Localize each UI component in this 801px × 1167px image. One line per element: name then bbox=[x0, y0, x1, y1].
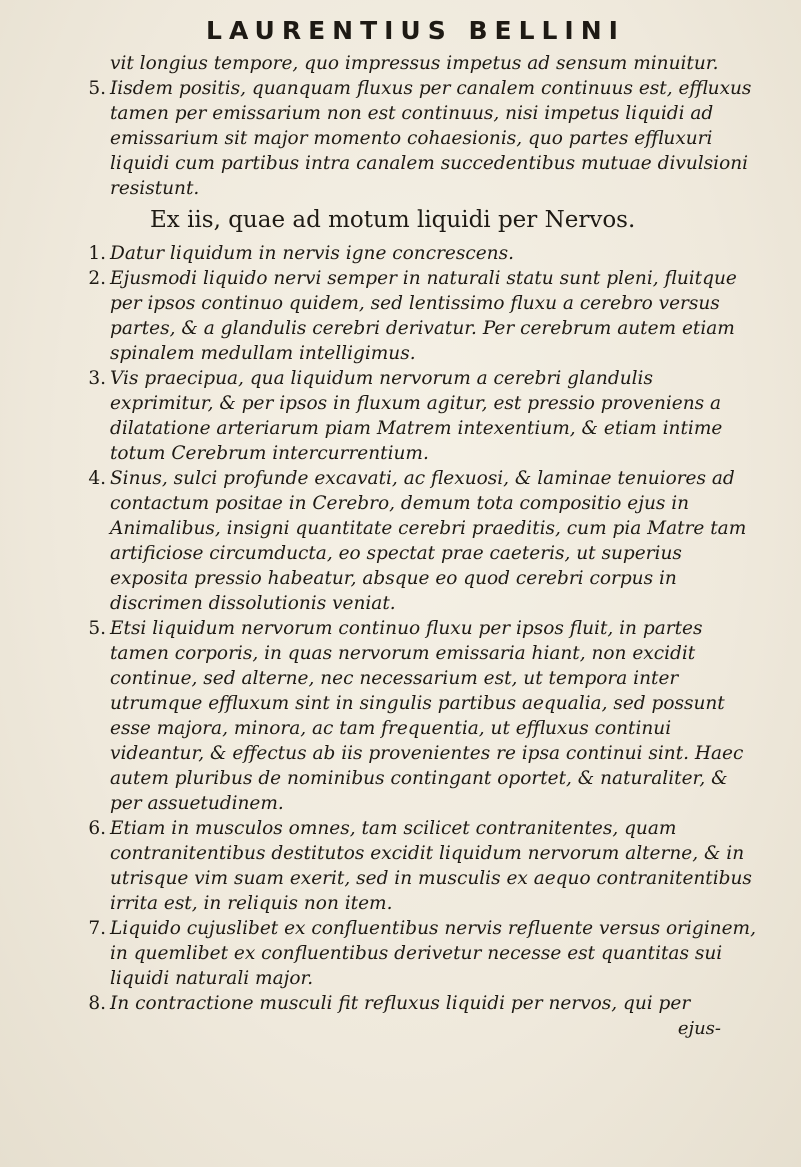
paragraph-text: In contractione musculi fit refluxus liquidi per nervos, qui per bbox=[110, 993, 691, 1014]
paragraph-text: Iisdem positis, quanquam fluxus per canalem continuus est, effluxus tamen per emissarium non est continuus, nisi impetus liquidi ad emissarium sit major momento cohaesionis, quo partes effluxuri liquidi cum partibus intra canalem succedentibus mutuae divulsioni resistunt. bbox=[110, 78, 752, 199]
paragraph-text: Ejusmodi liquido nervi semper in naturali statu sunt pleni, fluitque per ipsos continuo quidem, sed lentissimo fluxu a cerebro versus partes, & a glandulis cerebri derivatur. Per cerebrum autem etiam spinalem medullam intelligimus. bbox=[110, 268, 737, 364]
paragraph-number: 6. bbox=[88, 818, 106, 839]
paragraph-number: 1. bbox=[88, 243, 106, 264]
paragraph-number: 3. bbox=[88, 368, 106, 389]
paragraph-text: Liquido cujuslibet ex confluentibus nervis refluente versus originem, in quemlibet ex confluentibus derivetur necesse est quantitas sui liquidi naturali major. bbox=[110, 918, 756, 989]
paragraph-number: 2. bbox=[88, 268, 106, 289]
paragraph-number: 4. bbox=[88, 468, 106, 489]
paragraph-text: Datur liquidum in nervis igne concrescens. bbox=[110, 243, 514, 264]
paragraph-text: Etsi liquidum nervorum continuo fluxu per ipsos fluit, in partes tamen corporis, in quas nervorum emissaria hiant, non excidit continue, sed alterne, nec necessarium est, ut tempora inter utrumque effluxum sint in singulis partibus aequalia, sed possunt esse majora, minora, ac tam frequentia, ut effluxus continui videantur, & effectus ab iis provenientes re ipsa continui sint. Haec autem pluribus de nominibus contingant oportet, & naturaliter, & per assuetudinem. bbox=[110, 618, 744, 814]
paragraph-number: 5. bbox=[88, 618, 106, 639]
catchword: ejus- bbox=[677, 1018, 721, 1039]
paragraph-number: 8. bbox=[88, 993, 106, 1014]
paragraph-6 bbox=[88, 816, 761, 916]
section-heading: Ex iis, quae ad motum liquidi per Nervos. bbox=[150, 207, 636, 233]
paragraph-8 bbox=[88, 991, 761, 1016]
paragraph-3 bbox=[88, 366, 761, 466]
text-block bbox=[88, 51, 761, 1041]
running-head: LAURENTIUS BELLINI bbox=[206, 16, 625, 45]
paragraph-7 bbox=[88, 916, 761, 991]
paragraph-1 bbox=[88, 241, 761, 266]
paragraph-text: Vis praecipua, qua liquidum nervorum a cerebri glandulis exprimitur, & per ipsos in fluxum agitur, est pressio proveniens a dilatatione arteriarum piam Matrem intexentium, & etiam intime totum Cerebrum intercurrentium. bbox=[110, 368, 723, 464]
paragraph-2 bbox=[88, 266, 761, 366]
paragraph-text: Sinus, sulci profunde excavati, ac flexuosi, & laminae tenuiores ad contactum positae in Cerebro, demum tota compositio ejus in Animalibus, insigni quantitate cerebri praeditis, cum pia Matre tam artificiose circumducta, eo spectat prae caeteris, ut superius exposita pressio habeatur, absque eo quod cerebri corpus in discrimen dissolutionis veniat. bbox=[110, 468, 747, 614]
paragraph-number: 7. bbox=[88, 918, 106, 939]
paragraph-number: 5. bbox=[88, 78, 106, 99]
paragraph-5-top bbox=[88, 76, 761, 201]
paragraph-4 bbox=[88, 466, 761, 616]
paragraph-text: Etiam in musculos omnes, tam scilicet contranitentes, quam contranitentibus destitutos excidit liquidum nervorum alterne, & in utrisque vim suam exerit, sed in musculis ex aequo contranitentibus irrita est, in reliquis non item. bbox=[110, 818, 752, 914]
continued-text: vit longius tempore, quo impressus impetus ad sensum minuitur. bbox=[110, 53, 719, 74]
paragraph-5 bbox=[88, 616, 761, 816]
